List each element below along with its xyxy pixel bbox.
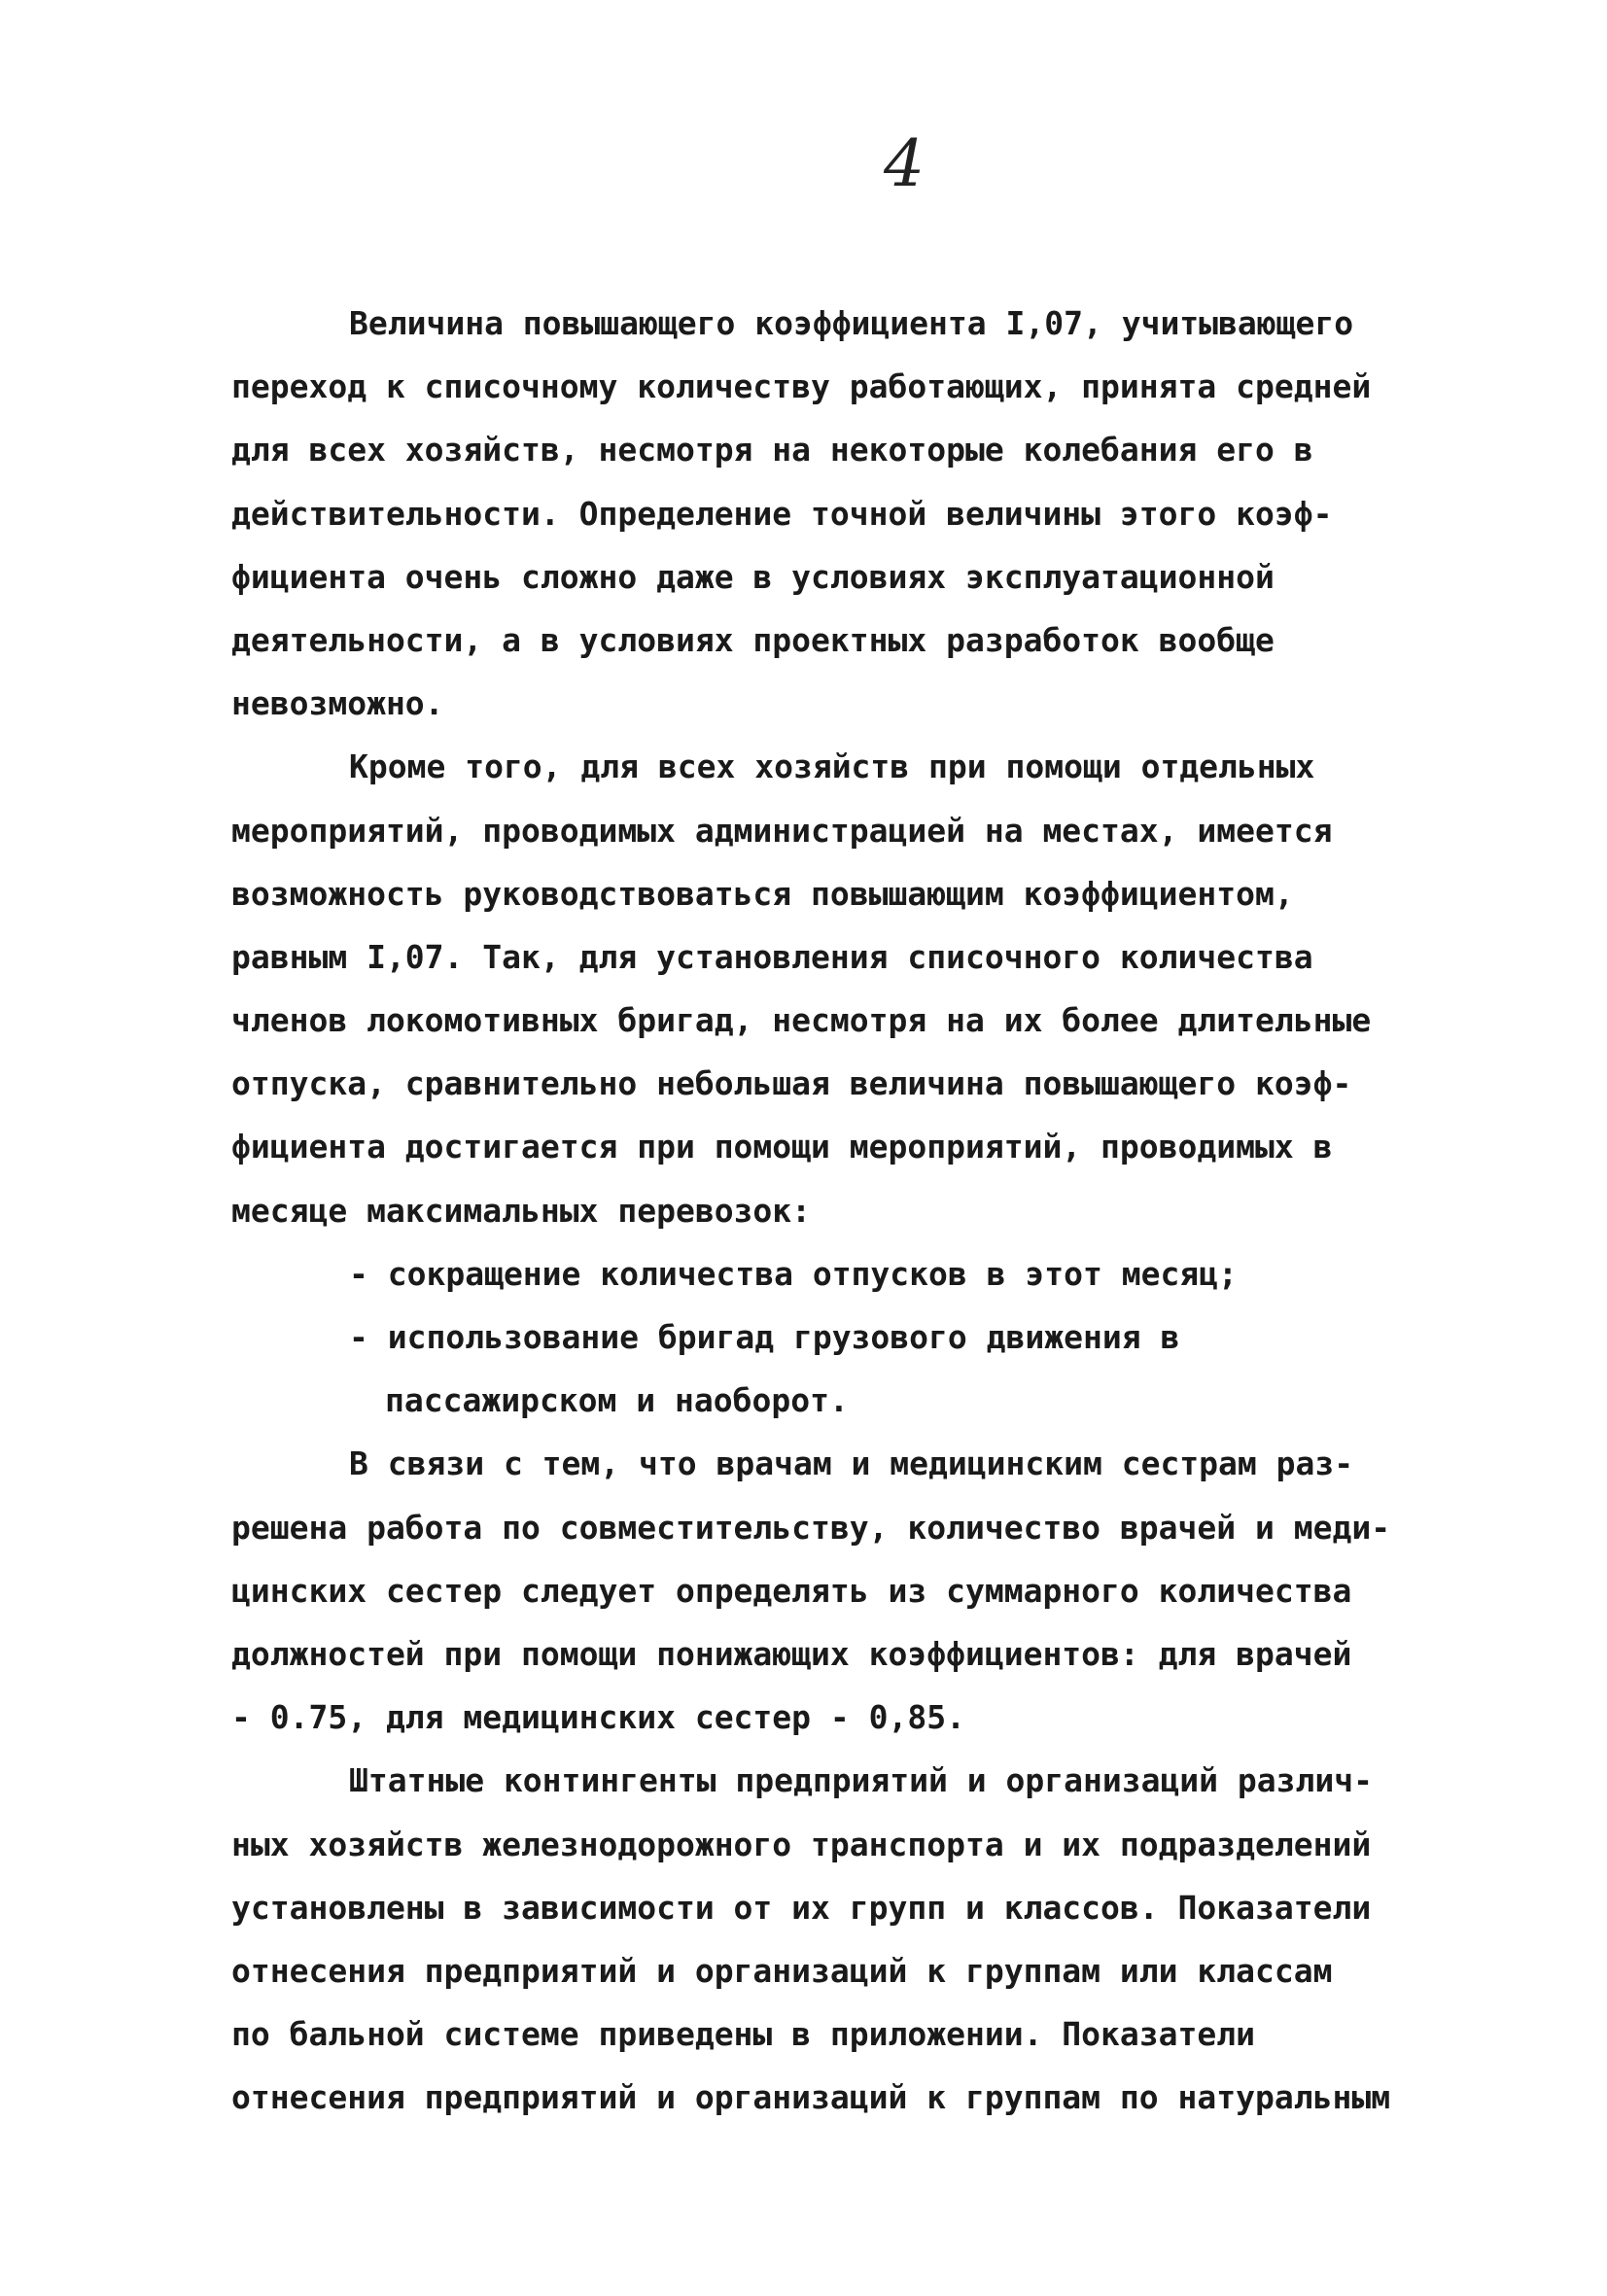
text-line: деятельности, а в условиях проектных разработок вообще (231, 620, 1275, 659)
text-line: возможность руководствоваться повышающим коэффициентом, (231, 874, 1294, 913)
paragraph (231, 292, 1427, 735)
list-item: - использование бригад грузового движения в (349, 1318, 1180, 1356)
text-line: отнесения предприятий и организаций к группам или классам (231, 1951, 1333, 1990)
list-item: - сокращение количества отпусков в этот месяц; (349, 1254, 1238, 1293)
text-line: ных хозяйств железнодорожного транспорта и их подразделений (231, 1825, 1372, 1863)
text-line: невозможно. (231, 684, 444, 723)
text-line: отпуска, сравнительно небольшая величина повышающего коэф- (231, 1064, 1352, 1103)
text-line: отнесения предприятий и организаций к группам по натуральным (231, 2078, 1391, 2117)
text-line: по бальной системе приведены в приложении. Показатели (231, 2015, 1255, 2054)
text-line: действительности. Определение точной величины этого коэф- (231, 494, 1333, 533)
list-item-continuation: пассажирском и наоборот. (385, 1381, 849, 1420)
text-line: месяце максимальных перевозок: (231, 1191, 812, 1230)
text-line: цинских сестер следует определять из суммарного количества (231, 1571, 1352, 1610)
text-line: равным I,07. Так, для установления списочного количества (231, 937, 1313, 976)
paragraph (231, 735, 1427, 1242)
text-line: переход к списочному количеству работающих, принята средней (231, 367, 1372, 406)
text-line: Кроме того, для всех хозяйств при помощи отдельных (349, 748, 1315, 786)
page-number: 4 (884, 126, 925, 201)
text-line: решена работа по совместительству, количество врачей и меди- (231, 1508, 1391, 1547)
text-line: Величина повышающего коэффициента I,07, учитывающего (349, 304, 1354, 342)
body-text (231, 292, 1427, 2129)
text-line: мероприятий, проводимых администрацией на местах, имеется (231, 811, 1333, 850)
dash-list (231, 1242, 1427, 1433)
text-line: установлены в зависимости от их групп и классов. Показатели (231, 1888, 1372, 1927)
text-line: для всех хозяйств, несмотря на некоторые колебания его в (231, 431, 1313, 470)
text-line: Штатные контингенты предприятий и организаций различ- (349, 1761, 1373, 1800)
text-line: В связи с тем, что врачам и медицинским сестрам раз- (349, 1444, 1354, 1483)
text-line: членов локомотивных бригад, несмотря на их более длительные (231, 1001, 1372, 1040)
paragraph (231, 1432, 1427, 1749)
paragraph (231, 1749, 1427, 2129)
text-line: должностей при помощи понижающих коэффициентов: для врачей (231, 1634, 1352, 1673)
text-line: фициента очень сложно даже в условиях эксплуатационной (231, 557, 1275, 596)
text-line: - 0.75, для медицинских сестер - 0,85. (231, 1698, 965, 1737)
text-line: фициента достигается при помощи мероприятий, проводимых в (231, 1128, 1333, 1166)
